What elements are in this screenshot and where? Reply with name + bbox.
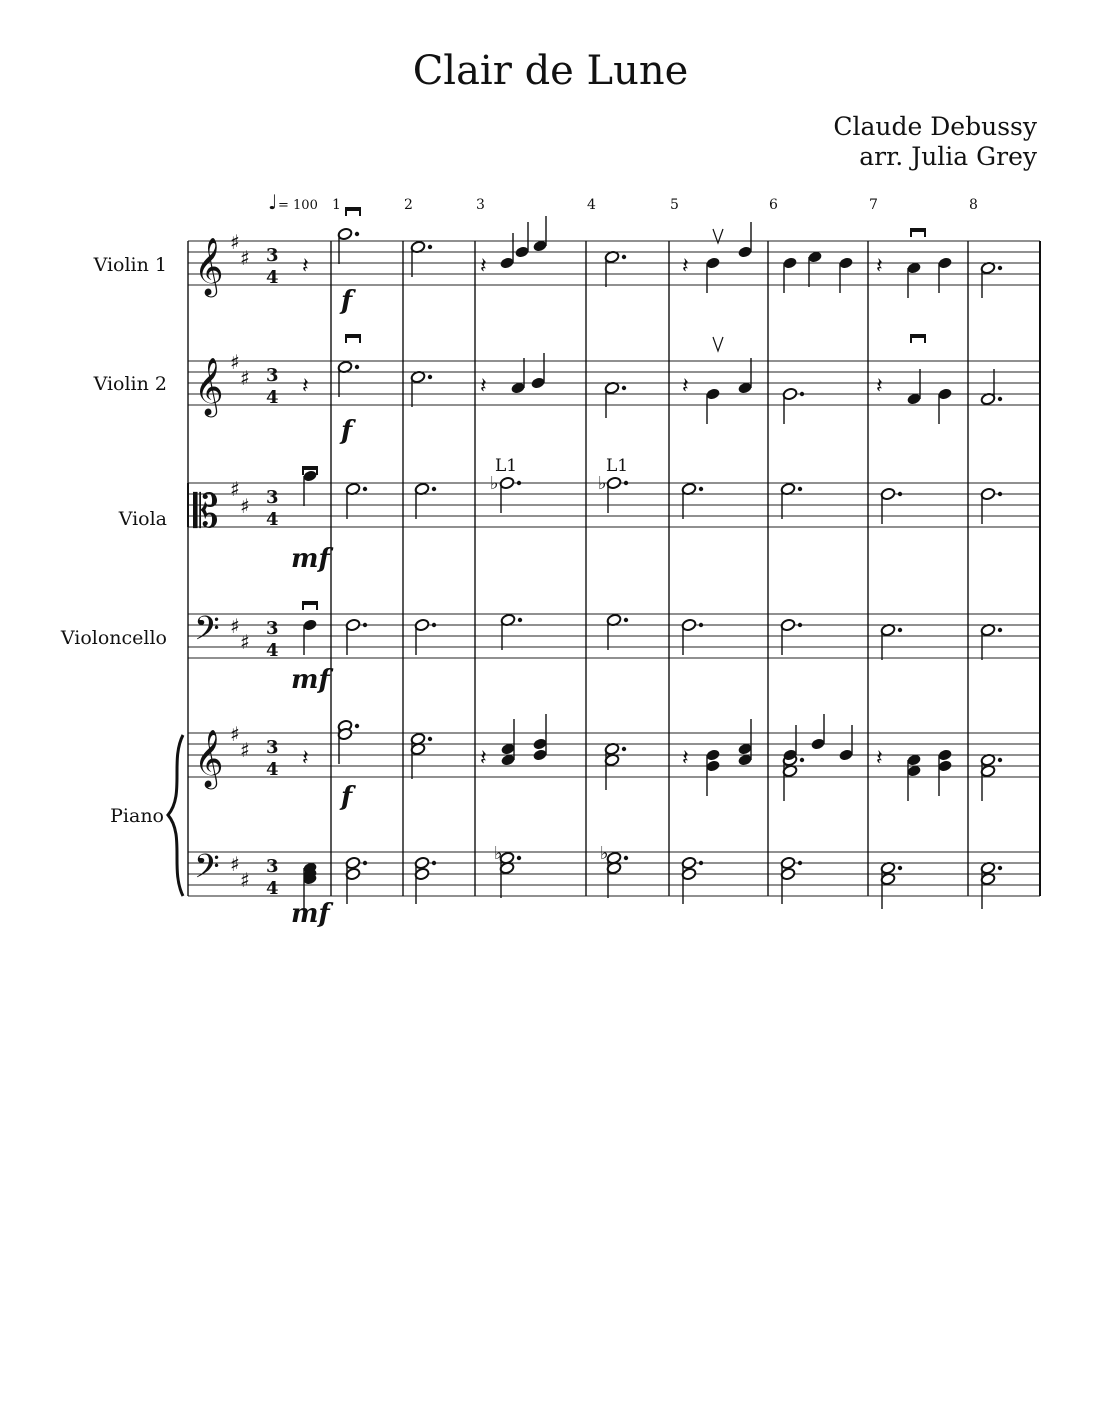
quarter-rest-icon: 𝄽 <box>876 374 883 399</box>
fingering-label: L1 <box>495 456 518 476</box>
dot <box>699 623 703 627</box>
sharp-icon: ♯ <box>240 868 250 892</box>
dynamic-marking: f <box>341 416 353 446</box>
score-title: Clair de Lune <box>412 48 689 94</box>
time-sig-num: 3 <box>266 487 279 508</box>
sharp-icon: ♯ <box>230 230 240 254</box>
dot <box>622 386 626 390</box>
bass-clef-icon: 𝄢 <box>194 848 220 894</box>
down-bow-icon <box>303 467 317 470</box>
bass-clef-icon: 𝄢 <box>194 610 220 656</box>
sharp-icon: ♯ <box>230 722 240 746</box>
dot <box>998 628 1002 632</box>
up-bow-icon <box>713 337 723 351</box>
tempo-mark: = 100 <box>278 198 318 213</box>
sharp-icon: ♯ <box>230 614 240 638</box>
down-bow-icon <box>911 229 925 232</box>
time-sig-num: 3 <box>266 856 279 877</box>
time-sig-num: 3 <box>266 245 279 266</box>
quarter-rest-icon: 𝄽 <box>876 746 883 771</box>
arranger: arr. Julia Grey <box>859 142 1037 171</box>
dot <box>798 487 802 491</box>
dot <box>800 758 804 762</box>
dynamic-marking: f <box>341 286 353 316</box>
dot <box>363 861 367 865</box>
dot <box>998 866 1002 870</box>
flat-icon: ♭ <box>494 843 503 864</box>
quarter-note-icon: ♩ <box>268 190 278 214</box>
instrument-name-cello: Violoncello <box>60 627 167 649</box>
dot <box>517 856 521 860</box>
treble-clef-icon: 𝄞 <box>194 729 224 787</box>
dot <box>428 245 432 249</box>
down-bow-icon <box>911 335 925 338</box>
quarter-rest-icon: 𝄽 <box>480 746 487 771</box>
dot <box>798 623 802 627</box>
flat-icon: ♭ <box>600 843 609 864</box>
dynamic-marking: mf <box>291 899 330 929</box>
quarter-rest-icon: 𝄽 <box>480 374 487 399</box>
dot <box>622 747 626 751</box>
quarter-rest-icon: 𝄽 <box>876 254 883 279</box>
dot <box>624 856 628 860</box>
dot <box>998 397 1002 401</box>
dot <box>898 866 902 870</box>
dot <box>432 861 436 865</box>
dot <box>998 758 1002 762</box>
dot <box>624 481 628 485</box>
dot <box>699 861 703 865</box>
dot <box>800 392 804 396</box>
time-sig-den: 4 <box>266 387 279 408</box>
measure-number: 7 <box>869 197 878 213</box>
dot <box>898 628 902 632</box>
quarter-rest-icon: 𝄽 <box>302 374 309 399</box>
dynamic-marking: f <box>341 782 353 812</box>
time-sig-den: 4 <box>266 759 279 780</box>
measure-number: 1 <box>332 197 341 213</box>
dot <box>898 492 902 496</box>
measure-number: 5 <box>670 197 679 213</box>
dot <box>699 487 703 491</box>
sharp-icon: ♯ <box>240 494 250 518</box>
dot <box>798 861 802 865</box>
dot <box>428 737 432 741</box>
instrument-name-piano: Piano <box>110 805 164 827</box>
down-bow-icon <box>303 602 317 605</box>
dot <box>517 481 521 485</box>
measure-number: 2 <box>404 197 413 213</box>
dot <box>363 487 367 491</box>
flat-icon: ♭ <box>598 473 607 494</box>
dot <box>432 487 436 491</box>
measure-number: 8 <box>969 197 978 213</box>
fingering-label: L1 <box>606 456 629 476</box>
measure-number: 6 <box>769 197 778 213</box>
alto-clef-icon: 𝄡 <box>193 484 219 538</box>
dot <box>355 365 359 369</box>
sharp-icon: ♯ <box>230 477 240 501</box>
dot <box>998 492 1002 496</box>
time-sig-num: 3 <box>266 618 279 639</box>
dot <box>998 266 1002 270</box>
time-sig-den: 4 <box>266 267 279 288</box>
dot <box>355 232 359 236</box>
dot <box>518 618 522 622</box>
time-sig-den: 4 <box>266 509 279 530</box>
sharp-icon: ♯ <box>240 630 250 654</box>
measure-number: 3 <box>476 197 485 213</box>
time-sig-num: 3 <box>266 365 279 386</box>
time-sig-den: 4 <box>266 878 279 899</box>
time-sig-num: 3 <box>266 737 279 758</box>
measure-number: 4 <box>587 197 596 213</box>
quarter-rest-icon: 𝄽 <box>682 746 689 771</box>
time-sig-den: 4 <box>266 640 279 661</box>
quarter-rest-icon: 𝄽 <box>302 254 309 279</box>
sharp-icon: ♯ <box>240 366 250 390</box>
instrument-name-viola: Viola <box>118 508 167 530</box>
piano-brace <box>168 735 183 896</box>
dot <box>428 375 432 379</box>
instrument-name-violin1: Violin 1 <box>93 254 167 276</box>
dot <box>622 255 626 259</box>
sharp-icon: ♯ <box>240 738 250 762</box>
quarter-rest-icon: 𝄽 <box>682 374 689 399</box>
dot <box>355 724 359 728</box>
sharp-icon: ♯ <box>230 852 240 876</box>
dot <box>363 623 367 627</box>
quarter-rest-icon: 𝄽 <box>682 254 689 279</box>
quarter-rest-icon: 𝄽 <box>480 254 487 279</box>
down-bow-icon <box>346 208 360 211</box>
quarter-rest-icon: 𝄽 <box>302 746 309 771</box>
treble-clef-icon: 𝄞 <box>194 357 224 415</box>
instrument-name-violin2: Violin 2 <box>93 373 167 395</box>
dot <box>624 618 628 622</box>
sharp-icon: ♯ <box>240 246 250 270</box>
composer: Claude Debussy <box>833 112 1037 141</box>
dynamic-marking: mf <box>291 544 330 574</box>
treble-clef-icon: 𝄞 <box>194 237 224 295</box>
dot <box>432 623 436 627</box>
down-bow-icon <box>346 335 360 338</box>
sharp-icon: ♯ <box>230 350 240 374</box>
flat-icon: ♭ <box>490 473 499 494</box>
dynamic-marking: mf <box>291 665 330 695</box>
